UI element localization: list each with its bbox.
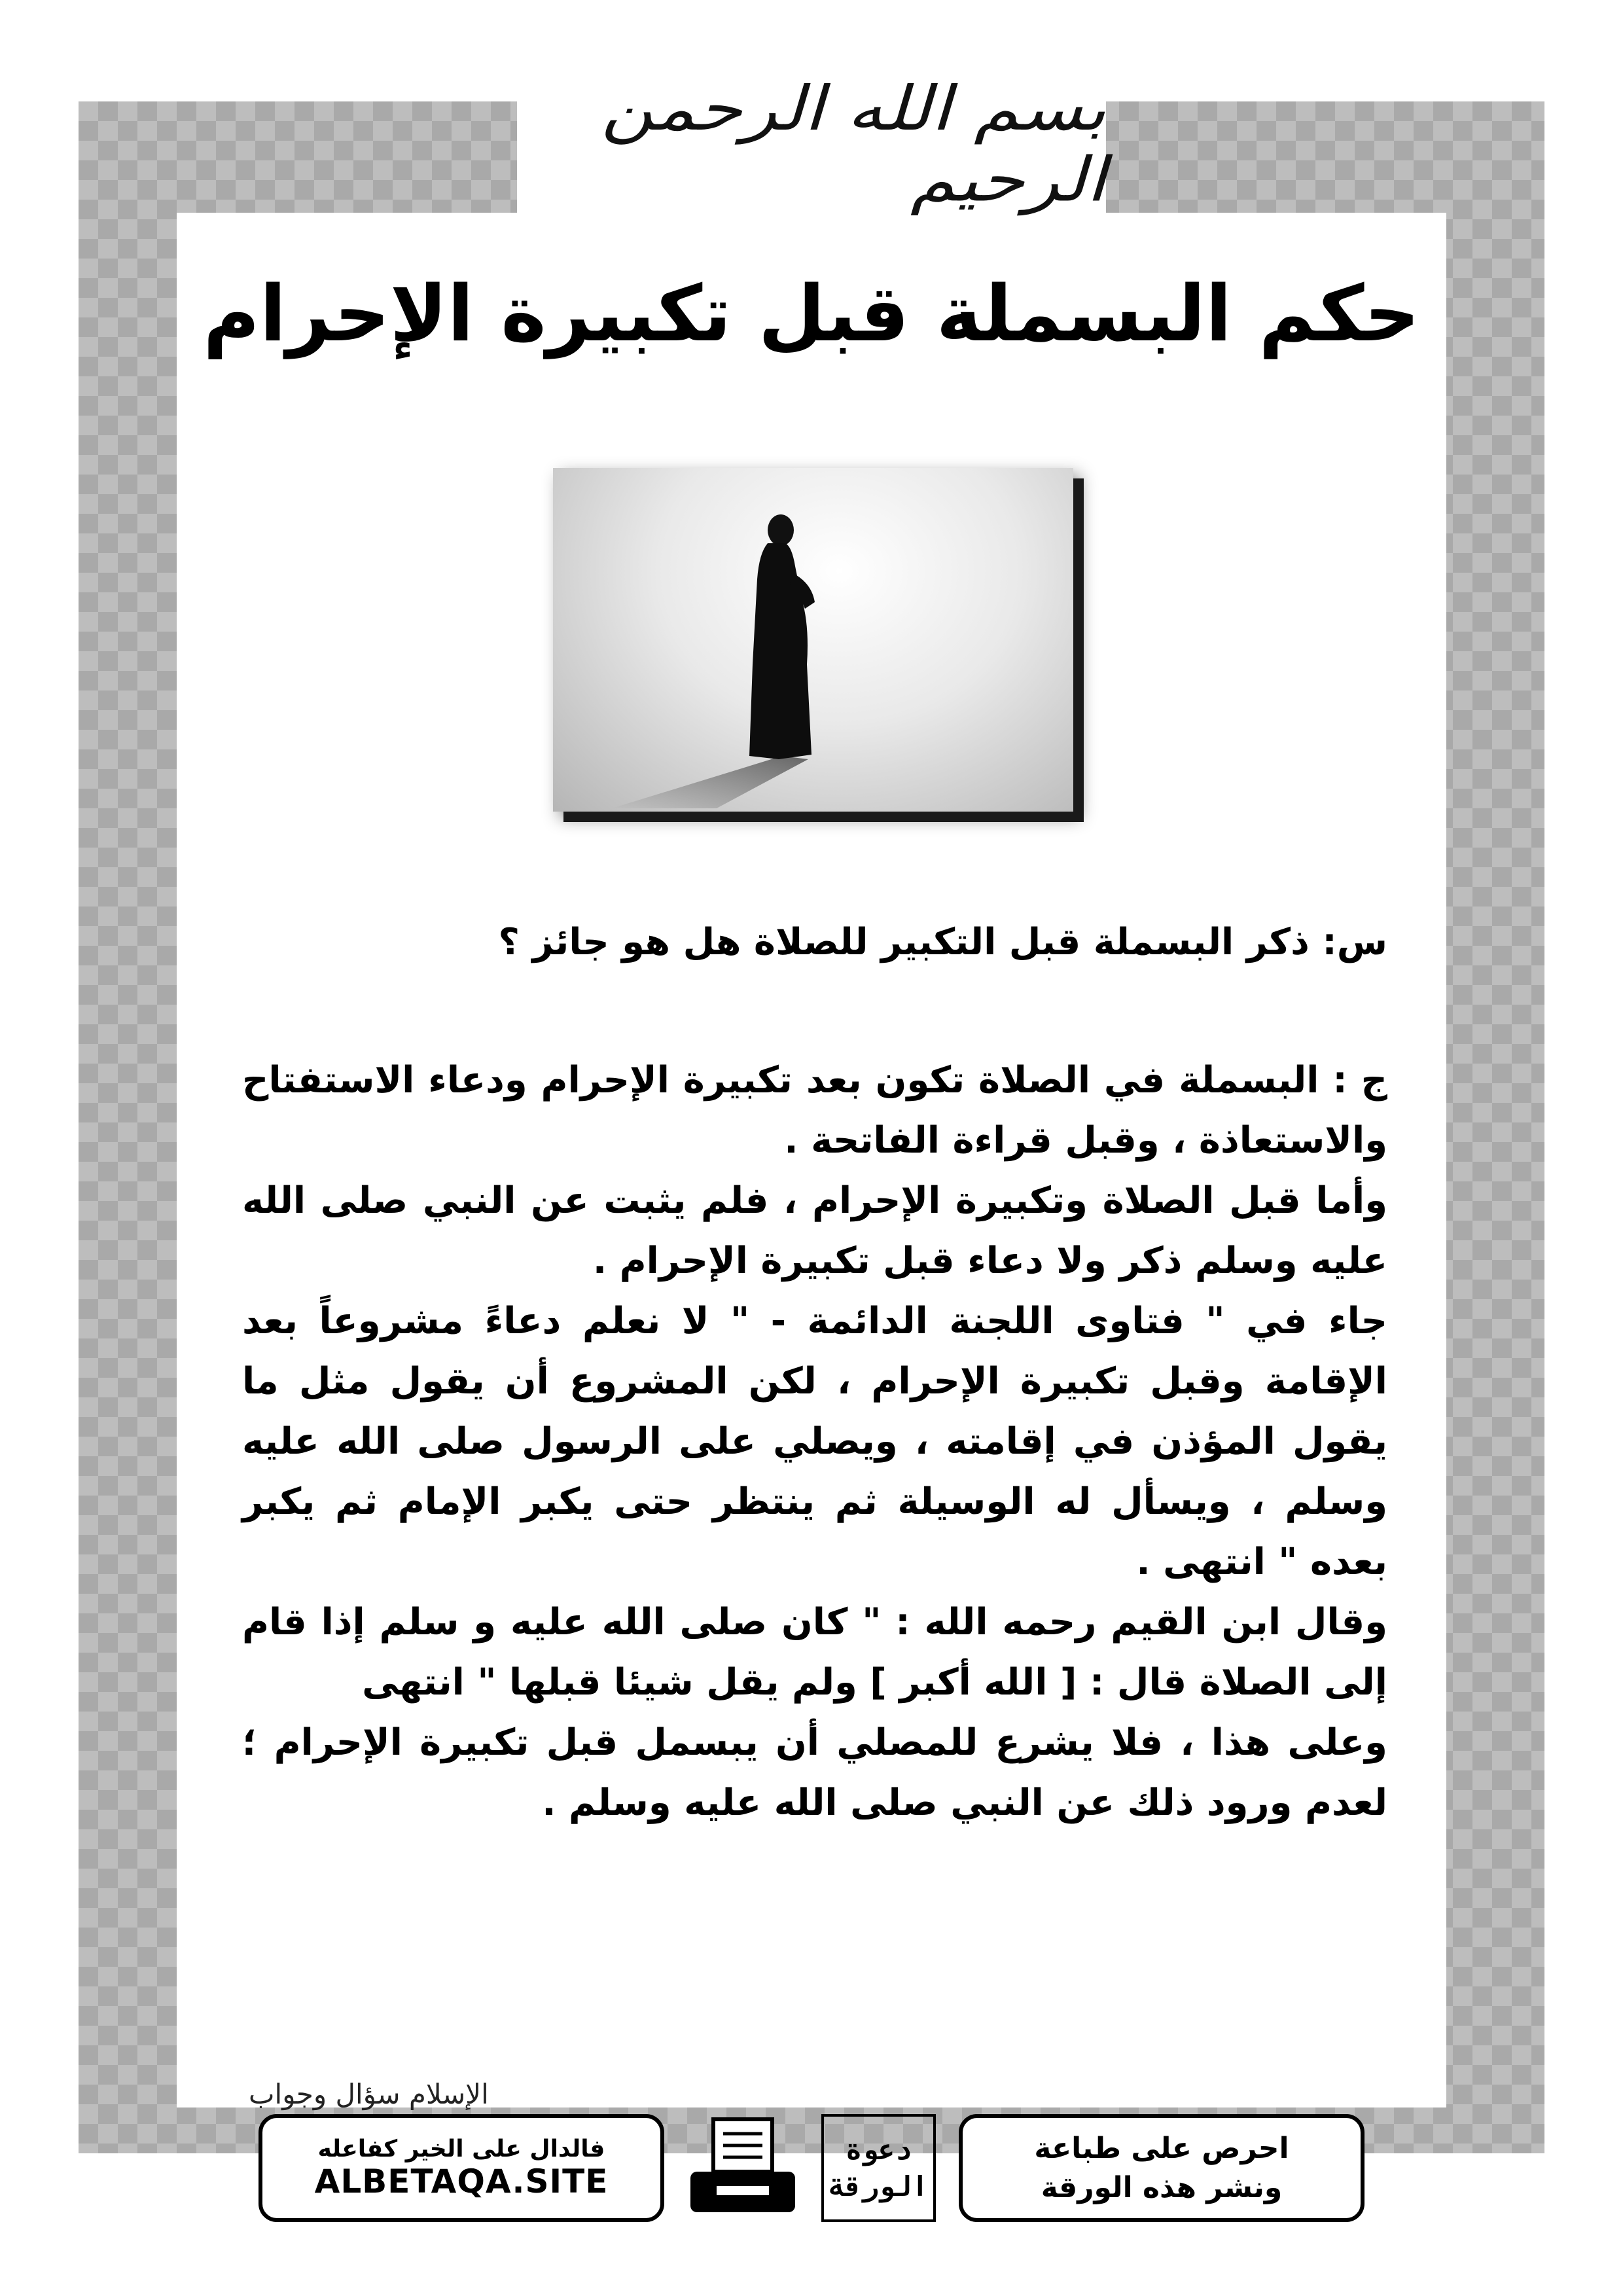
answer-paragraph: وأما قبل الصلاة وتكبيرة الإحرام ، فلم يثبت عن النبي صلى الله عليه وسلم ذكر ولا دعاء قبل تكبيرة الإحرام .: [242, 1179, 1387, 1282]
answer-paragraph: ج : البسملة في الصلاة تكون بعد تكبيرة الإحرام ودعاء الاستفتاح والاستعاذة ، وقبل قراءة الفاتحة .: [242, 1059, 1387, 1162]
basmala-header: [517, 46, 1106, 242]
basmala-calligraphy: بسم الله الرحمن الرحيم: [601, 73, 1106, 215]
footer-website-box: [259, 2114, 664, 2222]
footer-slogan: فالدال على الخير كفاعله: [317, 2136, 605, 2162]
dawat-alwaraqa-logo: [821, 2114, 936, 2222]
logo-line-1: دعوة: [845, 2133, 912, 2166]
footer-website-link[interactable]: ALBETAQA.SITE: [314, 2162, 609, 2200]
source-citation: الإسلام سؤال وجواب: [249, 2078, 489, 2110]
footer-print-box: [959, 2114, 1364, 2222]
answer-block: [242, 1050, 1387, 1833]
answer-paragraph: وقال ابن القيم رحمه الله : " كان صلى الله عليه و سلم إذا قام إلى الصلاة قال : [ الله أكبر ] ولم يقل شيئا قبلها " انتهى: [242, 1601, 1387, 1704]
praying-man-illustration: [553, 468, 1073, 812]
footer-print-line-1: احرص على طباعة: [1034, 2131, 1289, 2165]
footer-bar: [259, 2114, 1364, 2242]
praying-man-icon: [553, 468, 1073, 812]
answer-paragraph: وعلى هذا ، فلا يشرع للمصلي أن يبسمل قبل تكبيرة الإحرام ؛ لعدم ورود ذلك عن النبي صلى الله عليه وسلم .: [242, 1721, 1387, 1824]
question-text: س: ذكر البسملة قبل التكبير للصلاة هل هو جائز ؟: [498, 921, 1387, 963]
footer-print-line-2: ونشر هذه الورقة: [1041, 2170, 1283, 2204]
answer-paragraph: جاء في " فتاوى اللجنة الدائمة - " لا نعلم دعاءً مشروعاً بعد الإقامة وقبل تكبيرة الإحرام ، لكن المشروع أن يقول مثل ما يقول المؤذن في إقامته ، ويصلي على الرسول صلى الله عليه وسلم ، ويسأل له الوسيلة ثم ينتظر حتى يكبر الإمام ثم يكبر بعده " انتهى .: [242, 1300, 1387, 1583]
page-title: حكم البسملة قبل تكبيرة الإحرام: [203, 268, 1420, 359]
logo-line-2: الورقة: [829, 2170, 929, 2202]
article-body: [242, 913, 1387, 1833]
printer-icon: [677, 2114, 808, 2222]
